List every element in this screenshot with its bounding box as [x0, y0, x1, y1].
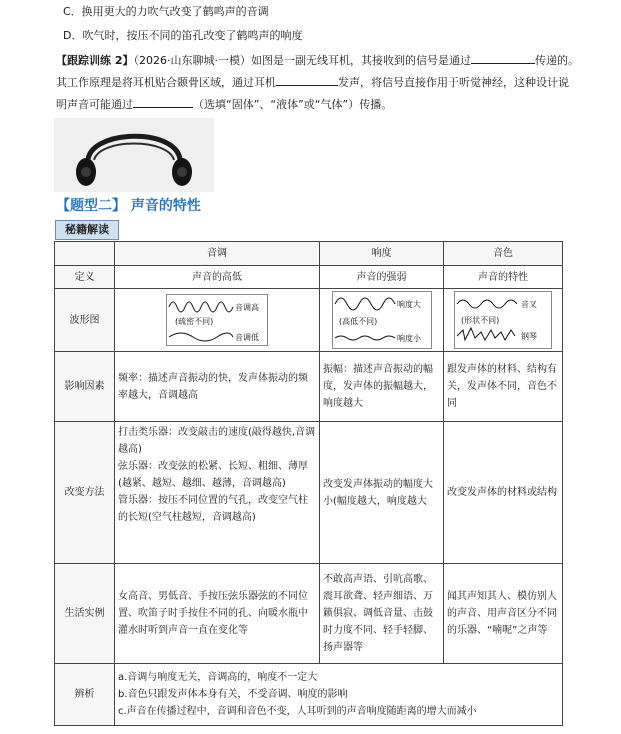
option-c: C．换用更大的力吹气改变了鹤鸣声的音调 — [63, 5, 269, 18]
definition-timbre: 声音的特性 — [444, 266, 563, 289]
exercise-line-1 — [56, 51, 579, 69]
sound-properties-table — [54, 241, 563, 726]
waveform-row — [55, 289, 563, 352]
timbre-a-label: 音叉 — [521, 300, 537, 309]
methods-pitch — [115, 422, 320, 564]
methods-row — [55, 422, 563, 564]
section-title: 【题型二】 声音的特性 — [56, 198, 201, 214]
loudness-big-label: 响度大 — [396, 300, 421, 309]
header-timbre: 音色 — [444, 242, 563, 266]
header-loudness: 响度 — [320, 242, 444, 266]
exercise-text-3b: （选填“固体”、“液体”或“气体”）传播。 — [193, 98, 393, 111]
methods-pitch-percussion: 打击类乐器：改变敲击的速度(敲得越快,音调越高) — [118, 427, 316, 455]
exercise-line-2 — [56, 73, 569, 91]
waveform-loudness-cell — [320, 289, 444, 352]
analysis-line-a: a.音调与响度无关，音调高的，响度不一定大 — [118, 672, 318, 683]
methods-loudness: 改变发声体振动的幅度大小(幅度越大，响度越大 — [320, 422, 444, 564]
analysis-line-b: b.音色只跟发声体本身有关，不受音调、响度的影响 — [118, 689, 348, 700]
exercise-text-2a: 其工作原理是将耳机贴合颞骨区域，通过耳机 — [56, 76, 276, 89]
examples-pitch: 女高音、男低音、手按压弦乐器弦的不同位置、吹笛子时手按住不同的孔、向暖水瓶中灌水时听到声音一直在变化等 — [115, 564, 320, 664]
pitch-waveform-diagram — [166, 294, 268, 346]
secret-label: 秘籍解读 — [55, 220, 119, 240]
waveform-pitch-cell — [115, 289, 320, 352]
methods-pitch-string: 弦乐器：改变弦的松紧、长短、粗细、薄厚(越紧、越短、越细、越薄，音调越高) — [118, 461, 308, 489]
pitch-high-label: 音调高 — [235, 303, 259, 312]
pitch-low-label: 音调低 — [235, 333, 259, 342]
timbre-note: (形状不同) — [461, 316, 500, 325]
factors-loudness: 振幅：描述声音振动的幅度，发声体的振幅越大，响度越大 — [320, 352, 444, 422]
examples-loudness: 不敢高声语、引吭高歌、震耳欲聋、轻声细语、万籁俱寂、调低音量、击鼓时力度不同、轻手轻脚、扬声器等 — [320, 564, 444, 664]
exercise-text-2b: 发声，将信号直接作用于听觉神经，这种设计说 — [338, 76, 569, 89]
row-label-definition: 定义 — [55, 266, 115, 289]
option-d: D．吹气时，按压不同的笛孔改变了鹤鸣声的响度 — [63, 29, 303, 42]
examples-timbre: 闻其声知其人、模仿别人的声音、用声音区分不同的乐器、“喃呢”之声等 — [444, 564, 563, 664]
pitch-note: (疏密不同) — [175, 317, 214, 326]
row-label-examples: 生活实例 — [55, 564, 115, 664]
factors-timbre: 跟发声体的材料、结构有关，发声体不同，音色不同 — [444, 352, 563, 422]
table-header-row — [55, 242, 563, 266]
exercise-text-1a: （2026·山东聊城·一模）如图是一副无线耳机，其接收到的信号是通过 — [133, 54, 471, 67]
definition-row — [55, 266, 563, 289]
loudness-note: (高低不同) — [338, 317, 377, 326]
analysis-content — [115, 664, 563, 726]
definition-loudness: 声音的强弱 — [320, 266, 444, 289]
examples-row — [55, 564, 563, 664]
header-pitch: 音调 — [115, 242, 320, 266]
loudness-waveform-diagram — [332, 291, 432, 349]
timbre-waveform-diagram — [454, 291, 552, 349]
analysis-row — [55, 664, 563, 726]
row-label-methods: 改变方法 — [55, 422, 115, 564]
row-label-factors: 影响因素 — [55, 352, 115, 422]
exercise-text-1b: 传递的。 — [534, 54, 579, 67]
waveform-timbre-cell — [444, 289, 563, 352]
methods-timbre: 改变发声体的材料或结构 — [444, 422, 563, 564]
exercise-text-3a: 明声音可能通过 — [56, 98, 133, 111]
factors-pitch: 频率：描述声音振动的快，发声体振动的频率越大，音调越高 — [115, 352, 320, 422]
methods-pitch-wind: 管乐器：按压不同位置的气孔，改变空气柱的长短(空气柱越短，音调越高) — [118, 495, 308, 523]
header-empty-cell — [55, 242, 115, 266]
loudness-small-label: 响度小 — [396, 334, 421, 343]
answer-blank-2[interactable] — [276, 73, 338, 86]
analysis-line-c: c.声音在传播过程中，音调和音色不变，人耳听到的声音响度随距离的增大而减小 — [118, 706, 477, 717]
factors-row — [55, 352, 563, 422]
bone-conduction-headphone-image — [54, 118, 214, 192]
row-label-waveform: 波形图 — [55, 289, 115, 352]
timbre-b-label: 钢琴 — [521, 332, 537, 341]
answer-blank-3[interactable] — [133, 95, 193, 108]
answer-blank-1[interactable] — [471, 51, 535, 64]
exercise-tag: 【跟踪训练 2】 — [56, 54, 134, 67]
row-label-analysis: 辨析 — [55, 664, 115, 726]
exercise-line-3 — [56, 95, 392, 113]
definition-pitch: 声音的高低 — [115, 266, 320, 289]
